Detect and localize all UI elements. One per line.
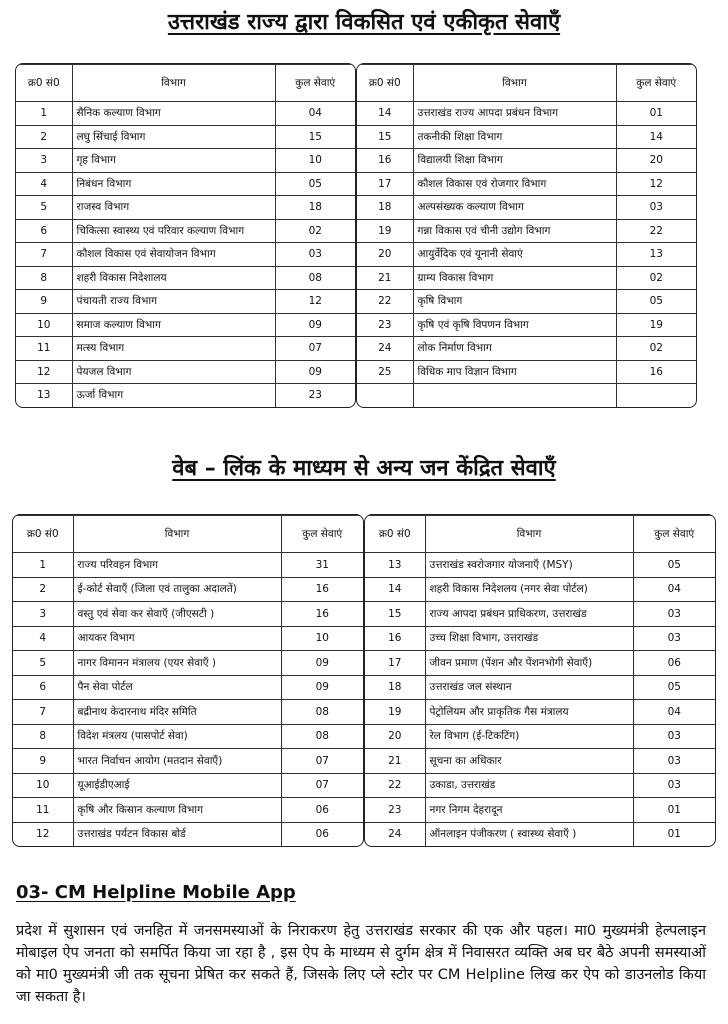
table-header-row (365, 516, 715, 553)
serial-number-cell: 19 (357, 219, 413, 243)
serial-number-cell: 24 (357, 337, 413, 361)
table-row (357, 360, 696, 384)
table-row (357, 313, 696, 337)
serial-number-cell: 15 (365, 602, 425, 627)
service-count-cell: 02 (616, 337, 696, 361)
table-row (16, 125, 355, 149)
serial-number-cell: 22 (357, 290, 413, 314)
service-count-cell: 03 (633, 724, 715, 749)
service-count-cell: 22 (616, 219, 696, 243)
table-row (357, 196, 696, 220)
serial-number-cell: 6 (16, 219, 72, 243)
department-cell: कौशल विकास एवं रोजगार विभाग (413, 172, 616, 196)
service-count-cell: 23 (275, 384, 355, 407)
table-row (16, 243, 355, 267)
serial-number-cell: 8 (13, 724, 73, 749)
department-cell: ऊर्जा विभाग (72, 384, 275, 407)
serial-number-cell: 23 (365, 798, 425, 823)
service-count-cell: 19 (616, 313, 696, 337)
service-count-cell: 01 (616, 102, 696, 126)
table-row (357, 266, 696, 290)
department-cell: समाज कल्याण विभाग (72, 313, 275, 337)
department-cell: भारत निर्वाचन आयोग (मतदान सेवाएँ) (73, 749, 281, 774)
department-cell: उत्तराखंड राज्य आपदा प्रबंधन विभाग (413, 102, 616, 126)
table-row (365, 626, 715, 651)
serial-number-header: क्र0 सं0 (365, 516, 425, 553)
table-row (365, 651, 715, 676)
service-count-cell: 04 (633, 700, 715, 725)
table-row (16, 149, 355, 173)
service-count-cell: 07 (281, 749, 363, 774)
total-services-header: कुल सेवाएं (633, 516, 715, 553)
section1-heading: उत्तराखंड राज्य द्वारा विकसित एवं एकीकृत सेवाएँ (167, 10, 561, 35)
department-cell: आयकर विभाग (73, 626, 281, 651)
table-row (13, 700, 363, 725)
department-cell: विदेश मंत्रलय (पासपोर्ट सेवा) (73, 724, 281, 749)
table-row (357, 384, 696, 407)
department-cell: पैन सेवा पोर्टल (73, 675, 281, 700)
service-count-cell: 02 (616, 266, 696, 290)
table-row (16, 102, 355, 126)
serial-number-cell: 17 (357, 172, 413, 196)
department-cell: गृह विभाग (72, 149, 275, 173)
department-cell (413, 384, 616, 407)
total-services-header: कुल सेवाएं (275, 65, 355, 102)
department-cell: कौशल विकास एवं सेवायोजन विभाग (72, 243, 275, 267)
department-cell: उत्तराखंड जल संस्थान (425, 675, 633, 700)
table-row (357, 172, 696, 196)
service-count-cell: 03 (633, 749, 715, 774)
serial-number-cell: 12 (16, 360, 72, 384)
serial-number-cell: 16 (365, 626, 425, 651)
service-count-cell: 09 (275, 313, 355, 337)
serial-number-cell: 3 (13, 602, 73, 627)
service-count-cell: 13 (616, 243, 696, 267)
serial-number-cell: 9 (13, 749, 73, 774)
department-header: विभाग (72, 65, 275, 102)
service-count-cell: 12 (275, 290, 355, 314)
service-count-cell: 03 (633, 626, 715, 651)
service-count-cell: 31 (281, 553, 363, 578)
department-header: विभाग (425, 516, 633, 553)
table-row (365, 773, 715, 798)
state-services-table-right (356, 63, 697, 408)
serial-number-cell: 19 (365, 700, 425, 725)
table-row (357, 243, 696, 267)
department-cell: पेयजल विभाग (72, 360, 275, 384)
service-count-cell: 08 (275, 266, 355, 290)
services-table (357, 64, 696, 407)
department-cell: गन्ना विकास एवं चीनी उद्योग विभाग (413, 219, 616, 243)
table-row (365, 822, 715, 846)
department-cell: सूचना का अधिकार (425, 749, 633, 774)
department-cell: जीवन प्रमाण (पेंशन और पेंशनभोगी सेवाएँ) (425, 651, 633, 676)
table-row (13, 724, 363, 749)
service-count-cell: 08 (281, 700, 363, 725)
section2-heading: वेब – लिंक के माध्यम से अन्य जन केंद्रित सेवाएँ (172, 456, 556, 481)
service-count-cell: 03 (633, 602, 715, 627)
department-cell: विधिक माप विज्ञान विभाग (413, 360, 616, 384)
table-row (357, 149, 696, 173)
serial-number-cell: 9 (16, 290, 72, 314)
serial-number-cell: 10 (16, 313, 72, 337)
table-row (16, 266, 355, 290)
department-cell: उत्तराखंड पर्यटन विकास बोर्ड (73, 822, 281, 846)
department-cell: ऑनलाइन पंजीकरण ( स्वास्थ्य सेवाएँ ) (425, 822, 633, 846)
table-row (16, 313, 355, 337)
department-cell: पेट्रोलियम और प्राकृतिक गैस मंत्रालय (425, 700, 633, 725)
department-cell: शहरी विकास निदेशालय (72, 266, 275, 290)
table-row (365, 749, 715, 774)
cm-helpline-title: 03- CM Helpline Mobile App (16, 882, 296, 903)
table-row (357, 125, 696, 149)
table-row (16, 360, 355, 384)
serial-number-header: क्र0 सं0 (357, 65, 413, 102)
department-cell: कृषि एवं कृषि विपणन विभाग (413, 313, 616, 337)
web-link-services-table-right (364, 514, 716, 847)
service-count-cell: 03 (616, 196, 696, 220)
table-row (13, 626, 363, 651)
serial-number-cell: 25 (357, 360, 413, 384)
table-row (13, 651, 363, 676)
table-row (16, 172, 355, 196)
service-count-cell: 07 (275, 337, 355, 361)
serial-number-cell: 4 (13, 626, 73, 651)
service-count-cell: 10 (281, 626, 363, 651)
service-count-cell: 18 (275, 196, 355, 220)
table-row (16, 337, 355, 361)
service-count-cell: 01 (633, 798, 715, 823)
department-cell: आयुर्वेदिक एवं यूनानी सेवाएं (413, 243, 616, 267)
services-table (365, 515, 715, 846)
department-cell: वस्तु एवं सेवा कर सेवाएँ (जीएसटी ) (73, 602, 281, 627)
table-row (16, 219, 355, 243)
services-table (13, 515, 363, 846)
serial-number-cell: 5 (16, 196, 72, 220)
serial-number-cell (357, 384, 413, 407)
serial-number-cell: 20 (365, 724, 425, 749)
service-count-cell: 03 (275, 243, 355, 267)
department-cell: निबंधन विभाग (72, 172, 275, 196)
service-count-cell (616, 384, 696, 407)
department-header: विभाग (413, 65, 616, 102)
department-cell: लघु सिंचाई विभाग (72, 125, 275, 149)
table-row (13, 749, 363, 774)
serial-number-cell: 5 (13, 651, 73, 676)
serial-number-cell: 3 (16, 149, 72, 173)
serial-number-cell: 21 (357, 266, 413, 290)
service-count-cell: 16 (281, 602, 363, 627)
department-cell: उच्च शिक्षा विभाग, उत्तराखंड (425, 626, 633, 651)
department-cell: कृषि विभाग (413, 290, 616, 314)
serial-number-cell: 11 (13, 798, 73, 823)
department-cell: यूआईडीएआई (73, 773, 281, 798)
serial-number-cell: 13 (365, 553, 425, 578)
serial-number-cell: 18 (365, 675, 425, 700)
department-cell: कृषि और किसान कल्याण विभाग (73, 798, 281, 823)
service-count-cell: 10 (275, 149, 355, 173)
serial-number-cell: 23 (357, 313, 413, 337)
service-count-cell: 04 (275, 102, 355, 126)
department-cell: अल्पसंख्यक कल्याण विभाग (413, 196, 616, 220)
serial-number-cell: 14 (365, 577, 425, 602)
department-cell: राज्य परिवहन विभाग (73, 553, 281, 578)
serial-number-cell: 21 (365, 749, 425, 774)
serial-number-cell: 14 (357, 102, 413, 126)
serial-number-cell: 8 (16, 266, 72, 290)
serial-number-cell: 2 (13, 577, 73, 602)
serial-number-header: क्र0 सं0 (13, 516, 73, 553)
service-count-cell: 14 (616, 125, 696, 149)
service-count-cell: 05 (616, 290, 696, 314)
table-row (357, 219, 696, 243)
department-cell: विद्यालयी शिक्षा विभाग (413, 149, 616, 173)
table-row (357, 290, 696, 314)
service-count-cell: 07 (281, 773, 363, 798)
department-cell: नागर विमानन मंत्रालय (एयर सेवाएँ ) (73, 651, 281, 676)
service-count-cell: 04 (633, 577, 715, 602)
table-row (365, 577, 715, 602)
service-count-cell: 02 (275, 219, 355, 243)
department-cell: तकनीकी शिक्षा विभाग (413, 125, 616, 149)
serial-number-cell: 11 (16, 337, 72, 361)
table-row (13, 602, 363, 627)
serial-number-cell: 17 (365, 651, 425, 676)
serial-number-cell: 15 (357, 125, 413, 149)
department-cell: उत्तराखंड स्वरोजगार योजनाएँ (MSY) (425, 553, 633, 578)
service-count-cell: 20 (616, 149, 696, 173)
service-count-cell: 06 (281, 822, 363, 846)
table-row (13, 798, 363, 823)
serial-number-cell: 24 (365, 822, 425, 846)
service-count-cell: 05 (275, 172, 355, 196)
table-row (365, 602, 715, 627)
table-row (16, 196, 355, 220)
table-header-row (357, 65, 696, 102)
service-count-cell: 03 (633, 773, 715, 798)
service-count-cell: 06 (281, 798, 363, 823)
web-link-services-table-left (12, 514, 364, 847)
department-cell: ग्राम्य विकास विभाग (413, 266, 616, 290)
table-row (365, 798, 715, 823)
table-row (365, 724, 715, 749)
department-cell: ई-कोर्ट सेवाएँ (जिला एवं तालुका अदालतें) (73, 577, 281, 602)
cm-helpline-description: प्रदेश में सुशासन एवं जनहित में जनसमस्याओं के निराकरण हेतु उत्तराखंड सरकार की एक और पहल। मा0 मुख्यमंत्री हेल्पलाइन मोबाइल ऐप जनता को समर्पित किया जा रहा है , इस ऐप के माध्यम से दुर्गम क्षेत्र में निवासरत व्यक्ति अब घर बैठे अपनी समस्याओं को मा0 मुख्यमंत्री जी तक सूचना प्रेषित कर सकते हैं, जिसके लिए प्ले स्टोर पर CM Helpline लिख कर ऐप को डाउनलोड किया जा सकता है। (16, 923, 706, 1005)
total-services-header: कुल सेवाएं (616, 65, 696, 102)
serial-number-cell: 4 (16, 172, 72, 196)
service-count-cell: 06 (633, 651, 715, 676)
department-cell: पंचायती राज्य विभाग (72, 290, 275, 314)
serial-number-cell: 22 (365, 773, 425, 798)
service-count-cell: 09 (275, 360, 355, 384)
department-cell: राज्य आपदा प्रबंधन प्राधिकरण, उत्तराखंड (425, 602, 633, 627)
serial-number-cell: 7 (16, 243, 72, 267)
department-cell: चिकित्सा स्वास्थ्य एवं परिवार कल्याण विभाग (72, 219, 275, 243)
service-count-cell: 01 (633, 822, 715, 846)
table-row (365, 553, 715, 578)
table-header-row (16, 65, 355, 102)
department-cell: उकाडा, उत्तराखंड (425, 773, 633, 798)
department-cell: रेल विभाग (ई-टिकटिंग) (425, 724, 633, 749)
serial-number-cell: 16 (357, 149, 413, 173)
serial-number-cell: 7 (13, 700, 73, 725)
department-header: विभाग (73, 516, 281, 553)
service-count-cell: 05 (633, 675, 715, 700)
serial-number-cell: 1 (13, 553, 73, 578)
department-cell: शहरी विकास निदेशलय (नगर सेवा पोर्टल) (425, 577, 633, 602)
department-cell: मत्स्य विभाग (72, 337, 275, 361)
table-row (365, 700, 715, 725)
table-row (13, 553, 363, 578)
table-row (357, 337, 696, 361)
serial-number-cell: 2 (16, 125, 72, 149)
table-row (357, 102, 696, 126)
service-count-cell: 08 (281, 724, 363, 749)
state-services-table-left (15, 63, 356, 408)
service-count-cell: 15 (275, 125, 355, 149)
serial-number-header: क्र0 सं0 (16, 65, 72, 102)
serial-number-cell: 6 (13, 675, 73, 700)
serial-number-cell: 18 (357, 196, 413, 220)
total-services-header: कुल सेवाएं (281, 516, 363, 553)
table-header-row (13, 516, 363, 553)
table-row (13, 773, 363, 798)
service-count-cell: 05 (633, 553, 715, 578)
service-count-cell: 16 (616, 360, 696, 384)
department-cell: सैनिक कल्याण विभाग (72, 102, 275, 126)
service-count-cell: 12 (616, 172, 696, 196)
service-count-cell: 09 (281, 651, 363, 676)
serial-number-cell: 12 (13, 822, 73, 846)
service-count-cell: 16 (281, 577, 363, 602)
department-cell: नगर निगम देहरादून (425, 798, 633, 823)
services-table (16, 64, 355, 407)
service-count-cell: 09 (281, 675, 363, 700)
table-row (13, 675, 363, 700)
table-row (16, 384, 355, 407)
serial-number-cell: 10 (13, 773, 73, 798)
department-cell: राजस्व विभाग (72, 196, 275, 220)
serial-number-cell: 13 (16, 384, 72, 407)
serial-number-cell: 1 (16, 102, 72, 126)
serial-number-cell: 20 (357, 243, 413, 267)
table-row (13, 577, 363, 602)
table-row (13, 822, 363, 846)
table-row (16, 290, 355, 314)
department-cell: बद्रीनाथ केदारनाथ मंदिर समिति (73, 700, 281, 725)
department-cell: लोक निर्माण विभाग (413, 337, 616, 361)
table-row (365, 675, 715, 700)
